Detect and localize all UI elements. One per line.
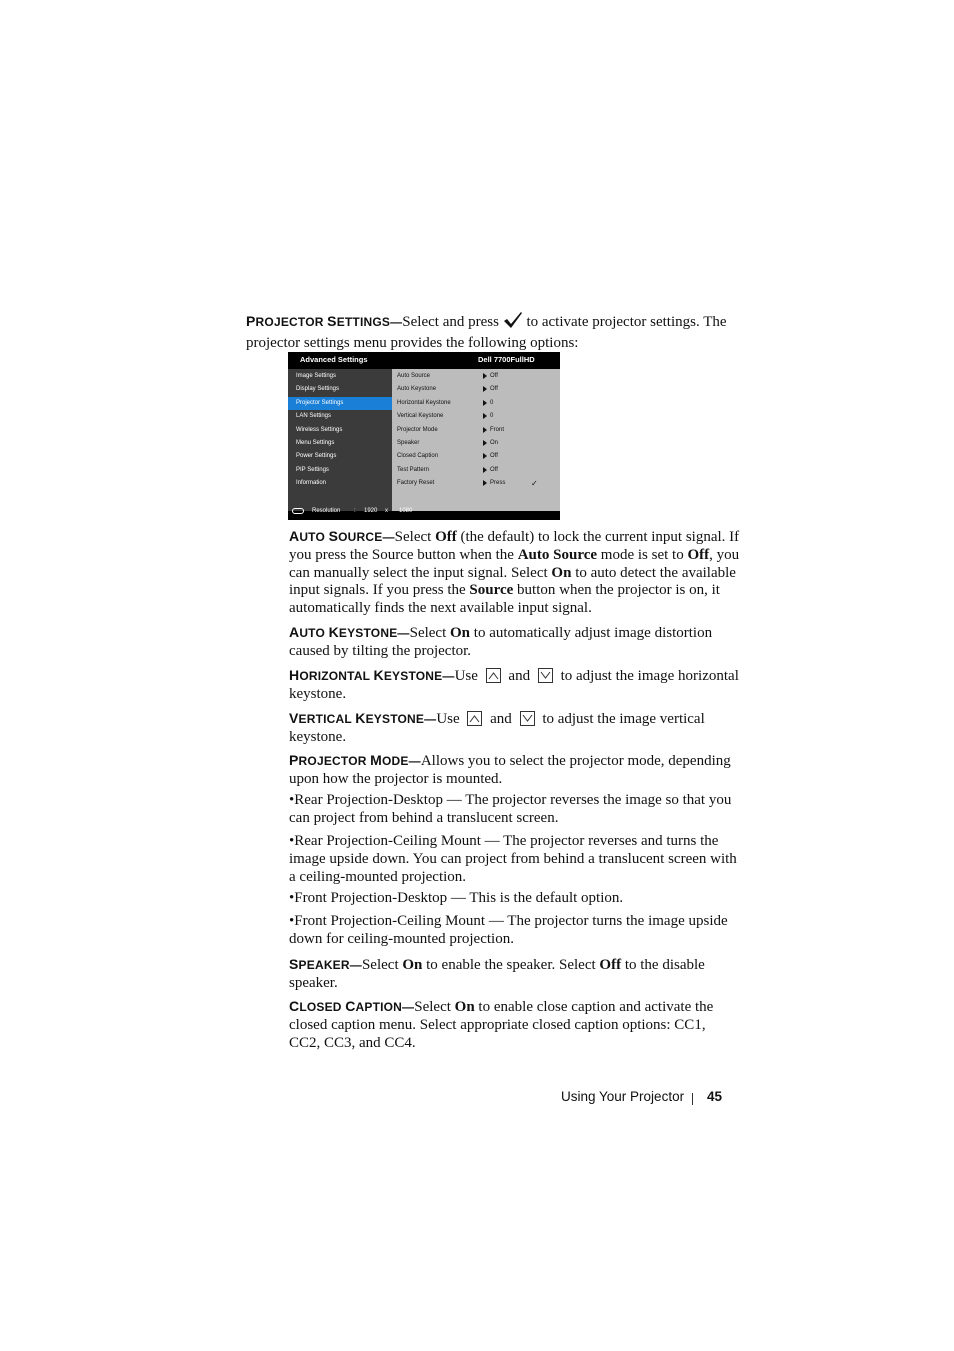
osd-menu-item[interactable]: Projector Settings xyxy=(288,397,392,410)
bullet-rear-ceiling: •Rear Projection-Ceiling Mount — The projector reverses and turns the image upside down. You can project from behind a translucent screen with a ceiling-mounted projection. xyxy=(289,833,737,885)
play-arrow-icon xyxy=(483,467,487,473)
osd-setting-label: Test Pattern xyxy=(397,466,430,473)
up-arrow-icon xyxy=(486,668,501,683)
osd-setting-label: Auto Keystone xyxy=(397,386,437,393)
projector-mode-heading: PROJECTOR MODE— xyxy=(289,752,421,768)
osd-setting-row[interactable] xyxy=(392,383,560,396)
osd-status-x: x xyxy=(385,508,388,514)
osd-setting-value: Off xyxy=(490,453,498,460)
closed-caption-heading: CLOSED CAPTION— xyxy=(289,998,415,1014)
down-arrow-icon xyxy=(520,711,535,726)
osd-status-width: 1920 xyxy=(364,508,378,514)
footer-separator xyxy=(692,1093,693,1105)
play-arrow-icon xyxy=(483,440,487,446)
projector-settings-heading: PROJECTOR SETTINGS— xyxy=(246,313,403,329)
osd-right-menu xyxy=(392,369,560,511)
osd-menu-item[interactable]: Information xyxy=(296,480,327,487)
osd-setting-row[interactable] xyxy=(392,464,560,477)
osd-menu-item[interactable]: Power Settings xyxy=(296,453,337,460)
osd-menu-item[interactable]: LAN Settings xyxy=(296,413,332,420)
osd-setting-row[interactable] xyxy=(392,450,560,463)
play-arrow-icon xyxy=(483,400,487,406)
osd-setting-value: Off xyxy=(490,386,498,393)
osd-menu-item[interactable]: Image Settings xyxy=(296,373,337,379)
osd-status-label: Resolution xyxy=(312,508,341,514)
osd-title-bar xyxy=(288,352,560,369)
play-arrow-icon xyxy=(483,480,487,486)
osd-left-menu xyxy=(288,369,392,511)
checkmark-icon: ✓ xyxy=(531,479,538,489)
play-arrow-icon xyxy=(483,386,487,392)
osd-model: Dell 7700FullHD xyxy=(478,355,535,364)
osd-setting-row[interactable] xyxy=(392,424,560,437)
auto-keystone-paragraph: AUTO KEYSTONE—Select On to automatically adjust image distortion caused by tilting the projector. xyxy=(289,624,713,659)
osd-status-height: 1080 xyxy=(399,508,413,514)
osd-setting-value: Front xyxy=(490,426,505,433)
horizontal-keystone-paragraph: HORIZONTAL KEYSTONE—Use and to adjust the image horizontal keystone. xyxy=(289,667,739,702)
osd-setting-label: Closed Caption xyxy=(397,453,439,460)
up-arrow-icon xyxy=(467,711,482,726)
keyboard-icon xyxy=(292,508,304,514)
osd-setting-value: Off xyxy=(490,373,498,379)
osd-setting-label: Factory Reset xyxy=(397,480,435,487)
osd-setting-label: Horizontal Keystone xyxy=(397,399,451,406)
page-number: 45 xyxy=(707,1089,723,1104)
osd-menu-screenshot xyxy=(288,352,560,520)
speaker-heading: SPEAKER— xyxy=(289,956,362,972)
auto-keystone-heading: AUTO KEYSTONE— xyxy=(289,624,410,640)
osd-status-bar xyxy=(288,503,560,520)
closed-caption-paragraph: CLOSED CAPTION—Select On to enable close caption and activate the closed caption menu. Select appropriate closed caption options: CC1, CC2, CC3, and CC4. xyxy=(289,998,714,1051)
checkmark-icon xyxy=(503,311,523,335)
projector-mode-paragraph: PROJECTOR MODE—Allows you to select the projector mode, depending upon how the projector is mounted. xyxy=(289,752,731,787)
osd-setting-value: 0 xyxy=(490,399,494,406)
osd-status-colon: : xyxy=(354,508,356,514)
osd-setting-label: Speaker xyxy=(397,440,420,446)
auto-source-paragraph: AUTO SOURCE—Select Off (the default) to lock the current input signal. If you press the Source button when the Auto Source mode is set to Off, you can manually select the input signal. Select On to auto detect the available input signals. If you press the Source button when the projector is on, it automatically finds the next available input signal. xyxy=(289,528,740,617)
play-arrow-icon xyxy=(483,373,487,379)
vertical-keystone-paragraph: VERTICAL KEYSTONE—Use and to adjust the image vertical keystone. xyxy=(289,710,705,745)
down-arrow-icon xyxy=(538,668,553,683)
osd-setting-row[interactable] xyxy=(392,410,560,423)
osd-setting-label: Vertical Keystone xyxy=(397,413,444,420)
play-arrow-icon xyxy=(483,453,487,459)
bullet-rear-desktop: •Rear Projection-Desktop — The projector reverses the image so that you can project from behind a translucent screen. xyxy=(289,792,732,826)
auto-source-heading: AUTO SOURCE— xyxy=(289,528,395,544)
osd-setting-row[interactable] xyxy=(392,477,560,490)
osd-menu-item[interactable]: Wireless Settings xyxy=(296,426,343,433)
projector-settings-paragraph: PROJECTOR SETTINGS—Select and press to activate projector settings. The projector settings menu provides the following options: xyxy=(246,313,727,351)
bullet-front-desktop: •Front Projection-Desktop — This is the default option. xyxy=(289,890,624,906)
osd-setting-label: Projector Mode xyxy=(397,426,438,433)
vertical-keystone-heading: VERTICAL KEYSTONE— xyxy=(289,710,437,726)
osd-setting-row[interactable] xyxy=(392,370,560,383)
bullet-front-ceiling: •Front Projection-Ceiling Mount — The projector turns the image upside down for ceiling-mounted projection. xyxy=(289,913,728,947)
osd-menu-item[interactable]: PIP Settings xyxy=(296,466,329,473)
horizontal-keystone-heading: HORIZONTAL KEYSTONE— xyxy=(289,667,455,683)
osd-setting-value: Press xyxy=(490,480,506,487)
osd-title: Advanced Settings xyxy=(300,355,368,364)
play-arrow-icon xyxy=(483,413,487,419)
osd-menu-item[interactable]: Display Settings xyxy=(296,386,340,393)
osd-setting-row[interactable] xyxy=(392,397,560,410)
footer-section-title: Using Your Projector xyxy=(561,1089,685,1104)
osd-setting-value: 0 xyxy=(490,413,494,420)
play-arrow-icon xyxy=(483,427,487,433)
osd-setting-row[interactable] xyxy=(392,437,560,450)
osd-setting-value: Off xyxy=(490,466,498,473)
osd-setting-label: Auto Source xyxy=(397,373,431,379)
speaker-paragraph: SPEAKER—Select On to enable the speaker. Select Off to the disable speaker. xyxy=(289,956,705,991)
osd-menu-item[interactable]: Menu Settings xyxy=(296,440,335,446)
osd-setting-value: On xyxy=(490,440,499,446)
